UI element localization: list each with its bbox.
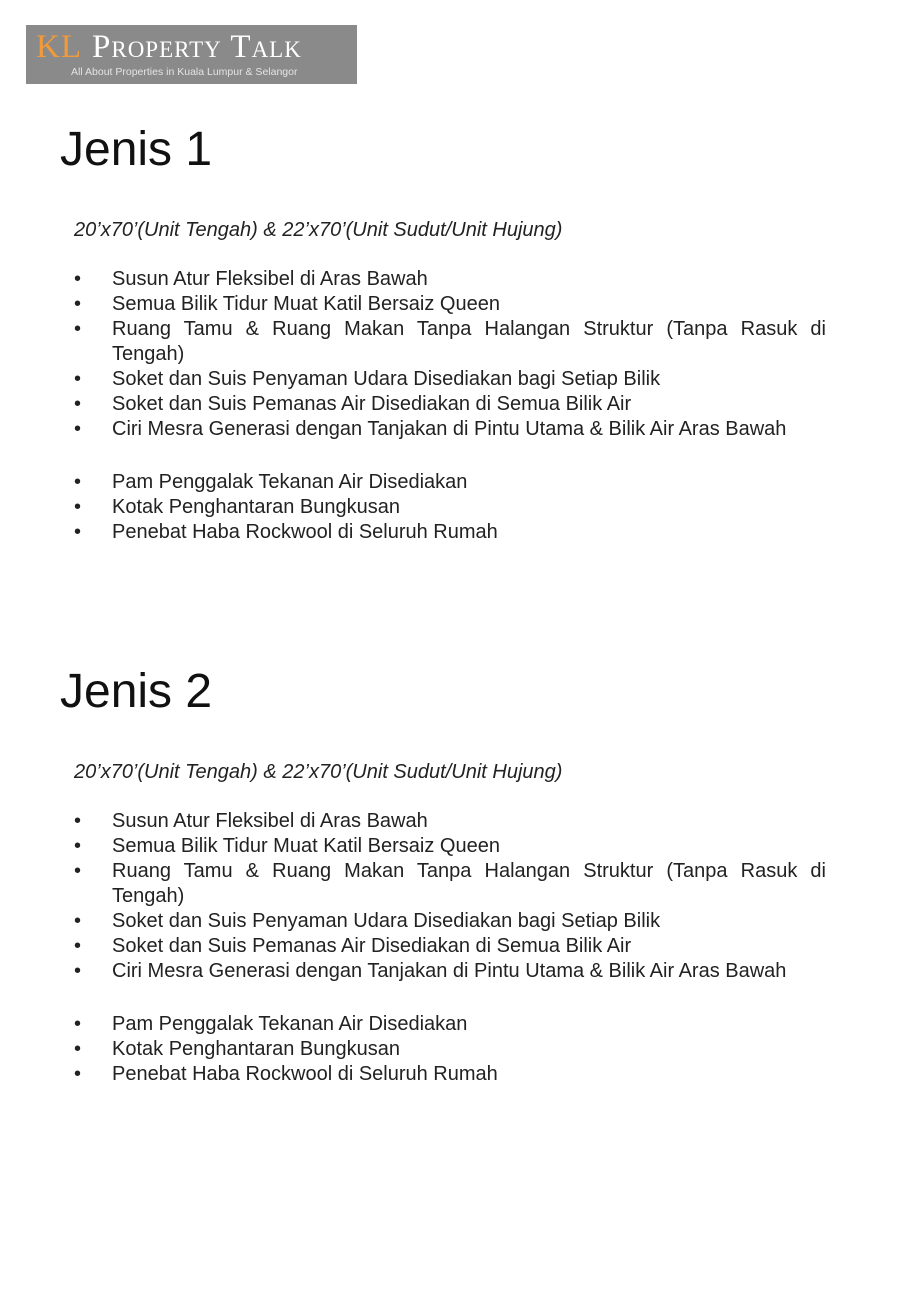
unit-size-subtitle: 20’x70’(Unit Tengah) & 22’x70’(Unit Sudut/Unit Hujung) (74, 761, 563, 783)
feature-list-secondary (0, 470, 900, 545)
list-item: • Soket dan Suis Penyaman Udara Disediakan bagi Setiap Bilik (0, 367, 826, 392)
feature-list-primary (0, 809, 900, 984)
list-item: • Ruang Tamu & Ruang Makan Tanpa Halangan Struktur (Tanpa Rasuk di Tengah) (0, 317, 826, 367)
list-item: • Penebat Haba Rockwool di Seluruh Rumah (0, 1062, 826, 1087)
list-item: • Semua Bilik Tidur Muat Katil Bersaiz Queen (0, 292, 826, 317)
brand-tagline: All About Properties in Kuala Lumpur & Selangor (71, 66, 298, 78)
brand-logo (26, 25, 357, 84)
feature-list-secondary (0, 1012, 900, 1087)
list-item: • Ruang Tamu & Ruang Makan Tanpa Halangan Struktur (Tanpa Rasuk di Tengah) (0, 859, 826, 909)
list-item: • Kotak Penghantaran Bungkusan (0, 495, 826, 520)
brand-logo-wordmark (36, 31, 357, 64)
list-item: • Penebat Haba Rockwool di Seluruh Rumah (0, 520, 826, 545)
brand-logo-name: Property Talk (92, 29, 302, 65)
section-title: Jenis 1 (60, 123, 213, 176)
feature-list-primary (0, 267, 900, 442)
list-item: • Pam Penggalak Tekanan Air Disediakan (0, 1012, 826, 1037)
list-item: • Pam Penggalak Tekanan Air Disediakan (0, 470, 826, 495)
brand-logo-kl: KL (36, 29, 82, 65)
list-item: • Susun Atur Fleksibel di Aras Bawah (0, 809, 826, 834)
list-item: • Ciri Mesra Generasi dengan Tanjakan di Pintu Utama & Bilik Air Aras Bawah (0, 959, 826, 984)
list-item: • Semua Bilik Tidur Muat Katil Bersaiz Queen (0, 834, 826, 859)
list-item: • Susun Atur Fleksibel di Aras Bawah (0, 267, 826, 292)
list-item: • Soket dan Suis Pemanas Air Disediakan di Semua Bilik Air (0, 392, 826, 417)
list-item: • Kotak Penghantaran Bungkusan (0, 1037, 826, 1062)
list-item: • Ciri Mesra Generasi dengan Tanjakan di Pintu Utama & Bilik Air Aras Bawah (0, 417, 826, 442)
list-item: • Soket dan Suis Pemanas Air Disediakan di Semua Bilik Air (0, 934, 826, 959)
unit-size-subtitle: 20’x70’(Unit Tengah) & 22’x70’(Unit Sudut/Unit Hujung) (74, 219, 563, 241)
section-title: Jenis 2 (60, 665, 213, 718)
list-item: • Soket dan Suis Penyaman Udara Disediakan bagi Setiap Bilik (0, 909, 826, 934)
